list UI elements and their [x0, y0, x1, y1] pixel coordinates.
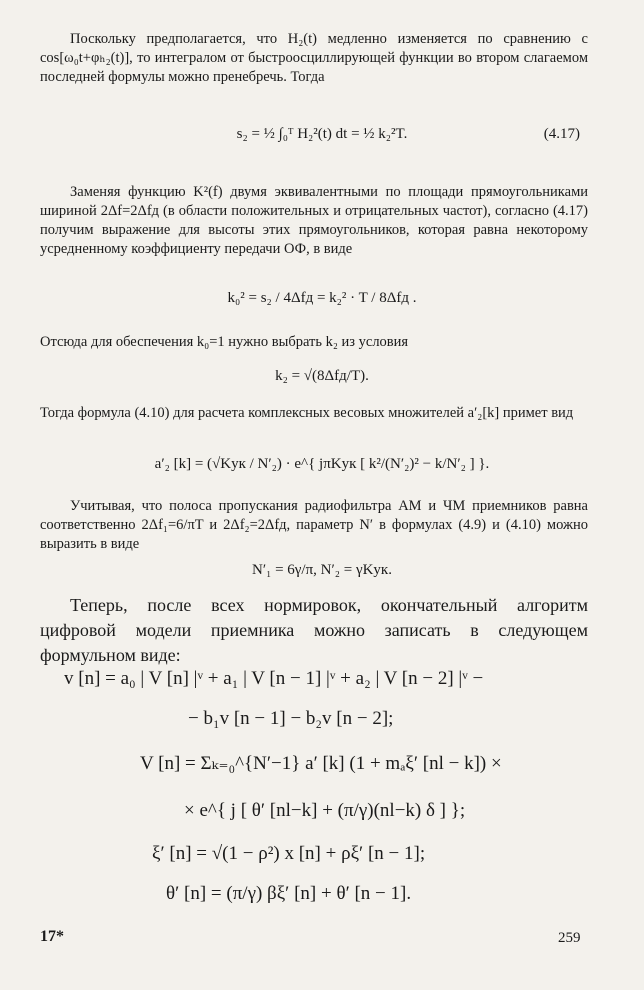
equation-theta: θ′ [n] = (π/γ) βξ′ [n] + θ′ [n − 1]. [166, 883, 412, 904]
equation-N: N′₁ = 6γ/π, N′₂ = γKук. [252, 562, 392, 578]
paragraph-2: Заменяя функцию K²(f) двумя эквивалентными по площади прямоугольниками шириной 2Δf=2Δfд (в области положительных и отрицательных частот), согласно (4.17) получим выражение для высоты этих прямоугольников, которая равна некоторому усредненному коэффициенту передачи ОФ, в виде [40, 184, 588, 257]
paragraph-5: Учитывая, что полоса пропускания радиофильтра АМ и ЧМ приемников равна соответственно 2Δf₁=6/πT и 2Δf₂=2Δfд, параметр N′ в формулах (4.9) и (4.10) можно выразить в виде [40, 498, 588, 552]
paragraph-4: Тогда формула (4.10) для расчета комплексных весовых множителей a′₂[k] примет вид [40, 405, 574, 421]
equation-number-4-17: (4.17) [543, 126, 580, 142]
equation-k0: k₀² = s₂ / 4Δfд = k₂² · T / 8Δfд . [227, 290, 417, 306]
paragraph-6: Теперь, после всех нормировок, окончательный алгоритм цифровой модели приемника можно записать в следующем формульном виде: [40, 595, 588, 665]
equation-xi: ξ′ [n] = √(1 − ρ²) x [n] + ρξ′ [n − 1]; [152, 843, 426, 864]
paragraph-1: Поскольку предполагается, что H₂(t) медленно изменяется по сравнению с cos[ω₀t+φₕ₂(t)], то интегралом от быстроосциллирующей функции во втором слагаемом последней формулы можно пренебречь. Тогда [40, 31, 588, 85]
equation-v-line2: − b₁v [n − 1] − b₂v [n − 2]; [188, 708, 394, 729]
signature-mark: 17* [40, 928, 64, 945]
equation-v-line1: v [n] = a₀ | V [n] |ᵛ + a₁ | V [n − 1] |ᵛ + a₂ | V [n − 2] |ᵛ − [64, 668, 484, 689]
equation-V-line1: V [n] = Σₖ₌₀^{N′−1} a′ [k] (1 + mₐξ′ [nl − k]) × [140, 753, 502, 774]
equation-a2: a′₂ [k] = (√Kук / N′₂) · e^{ jπKук [ k²/(N′₂)² − k/N′₂ ] }. [154, 456, 490, 472]
equation-k2: k₂ = √(8Δfд/T). [275, 368, 369, 384]
page-number: 259 [558, 930, 581, 946]
paragraph-3: Отсюда для обеспечения k₀=1 нужно выбрать k₂ из условия [40, 334, 409, 350]
equation-4-17: s₂ = ½ ∫₀ᵀ H₂²(t) dt = ½ k₂²T. [236, 126, 408, 142]
equation-V-line2: × e^{ j [ θ′ [nl−k] + (π/γ)(nl−k) δ ] }; [184, 800, 466, 821]
